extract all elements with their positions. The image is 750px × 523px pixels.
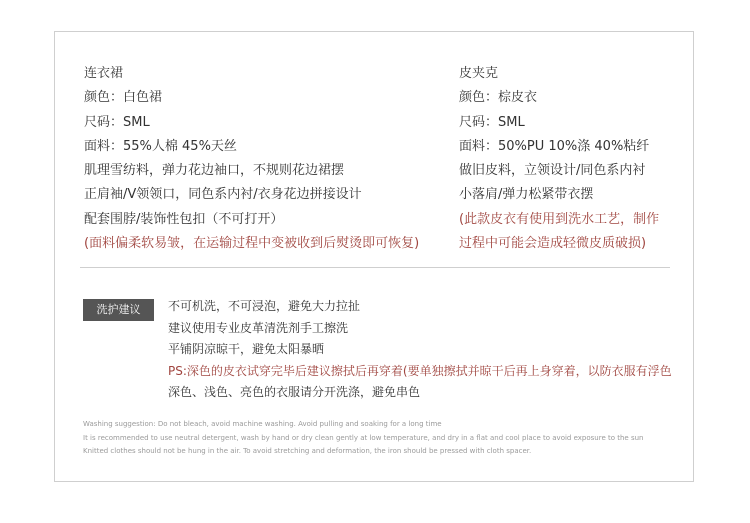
jacket-spec	[459, 62, 659, 256]
care-line-1: 不可机洗，不可浸泡，避免大力拉扯	[168, 299, 361, 313]
care-line-2: 建议使用专业皮革清洗剂手工擦洗	[168, 320, 349, 335]
section-divider	[80, 267, 670, 268]
jacket-detail-2: 小落肩/弹力松紧带衣摆	[459, 187, 594, 203]
english-note-2: It is recommended to use neutral detergent, wash by hand or dry clean gently at low temperature, and dry in a flat and cool place to avoid exposure to the sun	[83, 433, 644, 442]
care-ps: PS:深色的皮衣试穿完毕后建议擦拭后再穿着(要单独擦拭并晾干后再上身穿着，以防衣服有浮色	[168, 363, 672, 378]
jacket-detail-1: 做旧皮料，立领设计/同色系内衬	[459, 163, 646, 179]
dress-spec	[84, 62, 419, 256]
jacket-note-1: (此款皮衣有使用到洗水工艺，制作	[459, 211, 660, 227]
care-line-3: 平铺阴凉晾干，避免太阳暴晒	[168, 342, 325, 356]
jacket-title: 皮夹克	[459, 66, 499, 81]
dress-note: (面料偏柔软易皱，在运输过程中变被收到后熨烫即可恢复)	[84, 236, 420, 252]
dress-detail-1: 肌理雪纺料，弹力花边袖口，不规则花边裙摆	[84, 163, 345, 179]
care-ps-continued: 深色、浅色、亮色的衣服请分开洗涤，避免串色	[168, 385, 421, 399]
care-badge: 洗护建议	[83, 299, 154, 321]
dress-detail-2: 正肩袖/V领领口，同色系内衬/衣身花边拼接设计	[84, 187, 362, 203]
care-instructions	[168, 296, 672, 404]
english-note-1: Washing suggestion: Do not bleach, avoid machine washing. Avoid pulling and soaking for a long time	[83, 420, 442, 428]
jacket-note-2: 过程中可能会造成轻微皮质破损)	[459, 236, 647, 252]
jacket-fabric: 面料：50%PU 10%涤 40%粘纤	[459, 138, 650, 154]
dress-fabric: 面料：55%人棉 45%天丝	[84, 138, 237, 154]
dress-size: 尺码：SML	[84, 114, 150, 130]
jacket-size: 尺码：SML	[459, 114, 525, 130]
dress-color: 颜色：白色裙	[84, 90, 163, 106]
dress-detail-3: 配套围脖/装饰性包扣（不可打开）	[84, 211, 284, 227]
dress-title: 连衣裙	[84, 66, 124, 81]
english-note-3: Knitted clothes should not be hung in the air. To avoid stretching and deformation, the iron should be pressed with cloth spacer.	[83, 447, 532, 455]
jacket-color: 颜色：棕皮衣	[459, 90, 538, 106]
english-notes	[83, 418, 643, 459]
